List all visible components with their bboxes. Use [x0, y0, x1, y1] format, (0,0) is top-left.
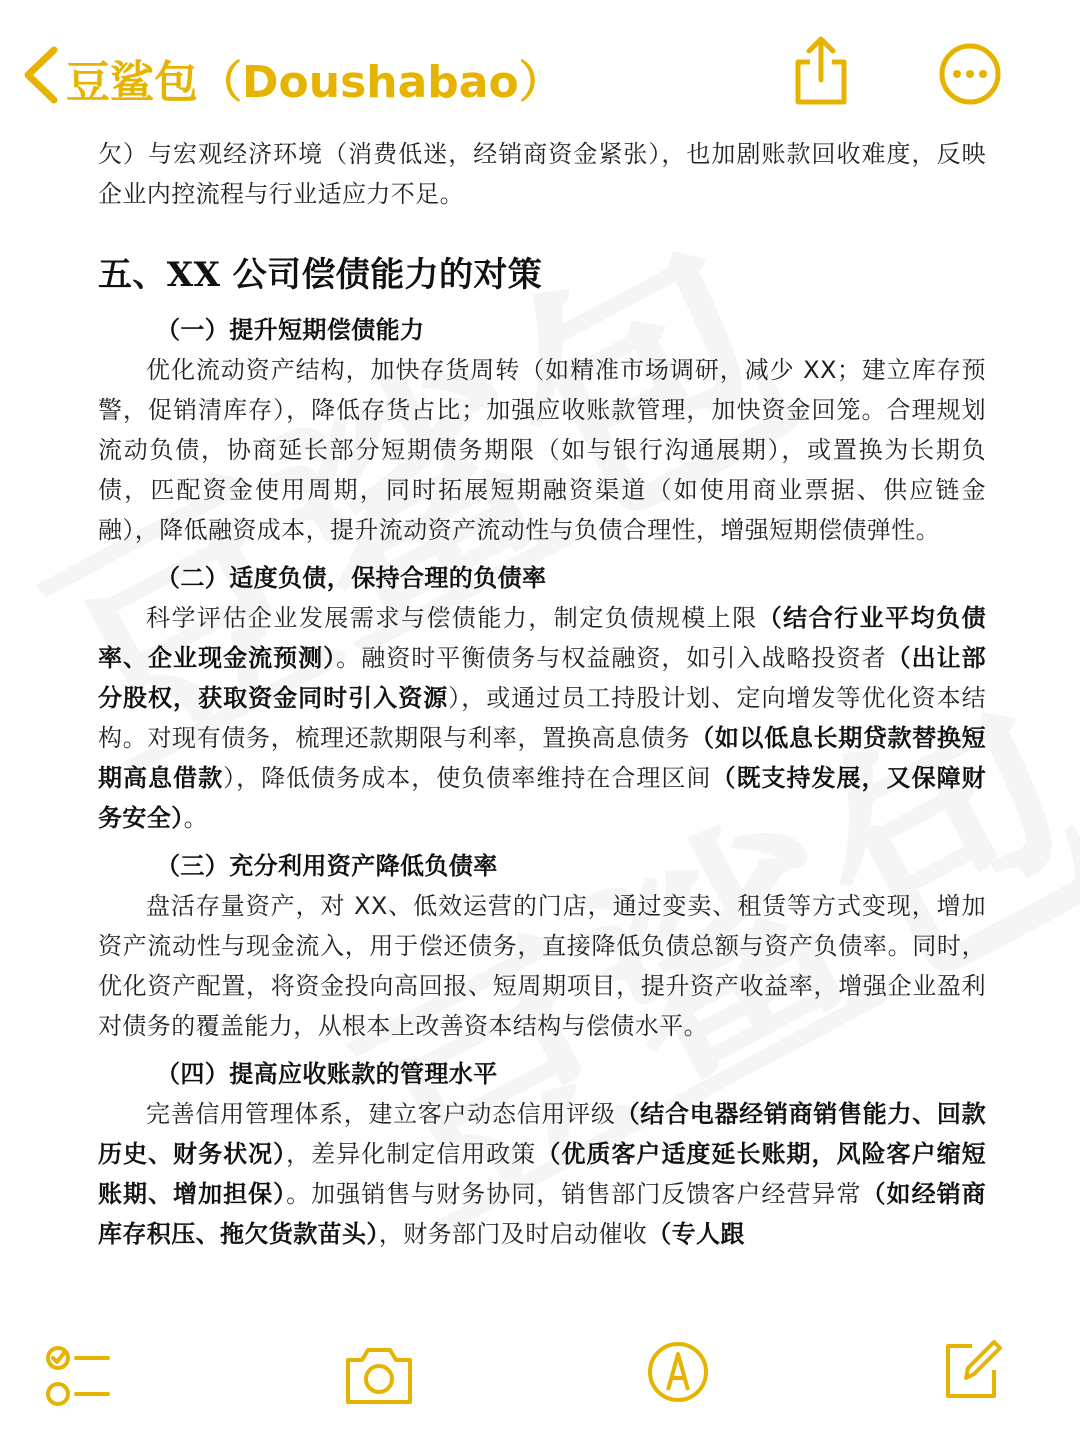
bold-text: （结合电器经销商销售能力、回款历史、财务状况） — [98, 1100, 987, 1168]
bottom-toolbar — [0, 1320, 1080, 1440]
subsection-4-title: （四）提高应收账款的管理水平 — [156, 1060, 498, 1088]
note-content — [98, 134, 986, 1254]
bold-text: （结合行业平均负债率、企业现金流预测） — [98, 604, 986, 672]
body-text: ），降低债务成本，使负债率维持在合理区间 — [223, 764, 712, 792]
bold-text: （优质客户适度延长账期，风险客户缩短账期、增加担保） — [98, 1140, 986, 1208]
bold-text: （出让部分股权，获取资金同时引入资源 — [98, 644, 986, 712]
app-title: 豆鲨包（Doushabao） — [66, 57, 563, 108]
more-icon[interactable] — [938, 42, 1002, 106]
bold-text: （专人跟 — [647, 1220, 745, 1248]
body-text: 科学评估企业发展需求与偿债能力，制定负债规模上限 — [146, 604, 758, 632]
body-text: 。 — [183, 804, 209, 832]
bold-text: （如以低息长期贷款替换短期高息借款 — [98, 724, 986, 792]
subsection-4-body — [98, 1094, 986, 1254]
intro-paragraph: 欠）与宏观经济环境（消费低迷，经销商资金紧张），也加剧账款回收难度，反映企业内控流程与行业适应力不足。 — [98, 140, 986, 208]
compose-icon[interactable] — [942, 1336, 1004, 1402]
bold-text: （既支持发展，又保障财务安全） — [98, 764, 987, 832]
subsection-2-title: （二）适度负债，保持合理的负债率 — [156, 564, 547, 592]
subsection-2-body — [98, 598, 986, 838]
body-text: ），或通过员工持股计划、定向增发等优化资本结构。对现有债务，梳理还款期限与利率，置换高息债务 — [98, 684, 986, 752]
chevron-left-icon[interactable] — [14, 40, 74, 110]
body-text: ，差异化制定信用政策 — [286, 1140, 537, 1168]
markup-pen-icon[interactable] — [646, 1338, 710, 1406]
subsection-3-title: （三）充分利用资产降低负债率 — [156, 852, 498, 880]
bold-text: （如经销商库存积压、拖欠货款苗头） — [98, 1180, 986, 1248]
camera-icon[interactable] — [342, 1342, 416, 1408]
subsection-3-body: 盘活存量资产，对 XX、低效运营的门店，通过变卖、租赁等方式变现，增加资产流动性与现金流入，用于偿还债务，直接降低负债总额与资产负债率。同时，优化资产配置，将资金投向高回报、短周期项目，提升资产收益率，增强企业盈利对债务的覆盖能力，从根本上改善资本结构与偿债水平。 — [98, 892, 986, 1040]
top-navigation-bar — [0, 0, 1080, 130]
subsection-1-body: 优化流动资产结构，加快存货周转（如精准市场调研，减少 XX；建立库存预警，促销清库存），降低存货占比；加强应收账款管理，加快资金回笼。合理规划流动负债，协商延长部分短期债务期限（如与银行沟通展期），或置换为长期负债，匹配资金使用周期，同时拓展短期融资渠道（如使用商业票据、供应链金融），降低融资成本，提升流动资产流动性与负债合理性，增强短期偿债弹性。 — [98, 356, 986, 544]
share-icon[interactable] — [788, 34, 854, 108]
body-text: 。融资时平衡债务与权益融资，如引入战略投资者 — [336, 644, 887, 672]
body-text: 完善信用管理体系，建立客户动态信用评级 — [146, 1100, 616, 1128]
section-title: 五、XX 公司偿债能力的对策 — [98, 255, 543, 295]
body-text: ，财务部门及时启动催收 — [378, 1220, 648, 1248]
checklist-icon[interactable] — [44, 1342, 112, 1412]
body-text: 。加强销售与财务协同，销售部门反馈客户经营异常 — [286, 1180, 862, 1208]
subsection-1-title: （一）提升短期偿债能力 — [156, 316, 425, 344]
